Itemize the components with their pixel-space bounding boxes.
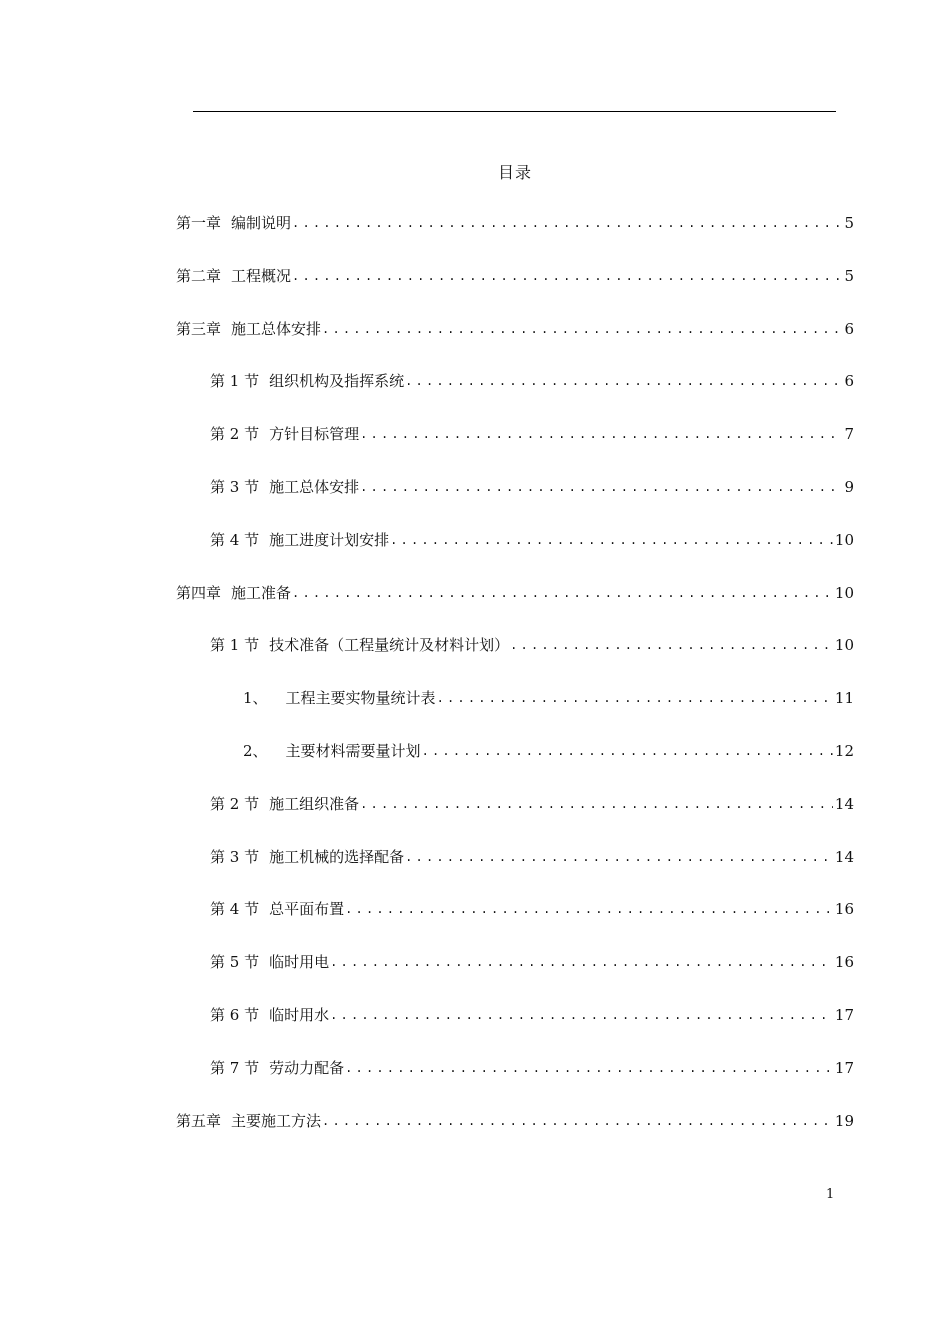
toc-entry-label: 技术准备（工程量统计及材料计划） [269, 636, 510, 655]
toc-entry-label: 工程概况 [231, 266, 292, 285]
dot-leader [390, 529, 833, 551]
toc-entry[interactable] [210, 529, 854, 551]
toc-entry[interactable] [210, 476, 854, 498]
toc-entry-number: 第 4 节 [210, 900, 260, 919]
toc-entry-number: 第 1 节 [210, 636, 260, 655]
toc-entry-page: 10 [834, 583, 854, 602]
dot-leader [330, 951, 833, 973]
toc-title: 目录 [497, 163, 532, 182]
toc-entry-number: 第五章 [176, 1111, 222, 1130]
toc-entry-number: 第二章 [176, 266, 222, 285]
toc-entry-page: 10 [834, 530, 854, 549]
toc-entry-page: 5 [844, 266, 854, 285]
toc-entry-label: 施工进度计划安排 [269, 530, 390, 549]
toc-entry-label: 劳动力配备 [269, 1058, 345, 1077]
toc-entry-page: 16 [834, 900, 854, 919]
toc-entry-number: 第 1 节 [210, 372, 260, 391]
toc-entry[interactable] [176, 265, 854, 287]
toc-entry[interactable] [210, 634, 854, 656]
dot-leader [437, 687, 833, 709]
toc-entry-page: 14 [834, 794, 854, 813]
toc-entry-label: 施工准备 [231, 583, 292, 602]
dot-leader [405, 846, 833, 868]
toc-entry-page: 12 [834, 742, 854, 760]
toc-entry[interactable] [176, 1110, 854, 1132]
toc-entry-page: 10 [834, 636, 854, 655]
toc-entry-number: 第 6 节 [210, 1006, 260, 1024]
toc-entry-label: 施工总体安排 [231, 319, 322, 338]
dot-leader [510, 634, 833, 656]
toc-entry-number: 2、 [243, 742, 268, 760]
dot-leader [360, 793, 833, 815]
dot-leader [330, 1004, 833, 1026]
toc-entry-number: 第三章 [176, 319, 222, 338]
toc-entry-page: 17 [834, 1058, 854, 1077]
toc-entry-page: 9 [844, 478, 854, 496]
toc-entry-label: 编制说明 [231, 214, 292, 232]
toc-entry[interactable] [243, 740, 854, 762]
dot-leader [360, 423, 842, 445]
toc-entry-number: 1、 [243, 689, 268, 708]
toc-entry-page: 14 [834, 847, 854, 866]
toc-entry-number: 第四章 [176, 583, 222, 602]
toc-entry[interactable] [176, 212, 854, 234]
toc-entry[interactable] [210, 1057, 854, 1079]
toc-entry-label: 组织机构及指挥系统 [269, 372, 405, 391]
toc-entry[interactable] [243, 687, 854, 709]
dot-leader [292, 265, 842, 287]
toc-entry-label: 方针目标管理 [269, 425, 360, 444]
toc-entry-number: 第 5 节 [210, 953, 260, 972]
toc-entry-label: 主要材料需要量计划 [285, 742, 421, 760]
toc-entry-page: 16 [834, 953, 854, 972]
page-number: 1 [826, 1187, 835, 1202]
toc-entry[interactable] [176, 582, 854, 604]
toc-entry-page: 7 [844, 425, 854, 444]
dot-leader [422, 740, 833, 762]
toc-entry-number: 第 4 节 [210, 530, 260, 549]
toc-entry[interactable] [210, 370, 854, 392]
toc-entry-number: 第 7 节 [210, 1058, 260, 1077]
toc-entry[interactable] [176, 318, 854, 340]
toc-entry-label: 主要施工方法 [231, 1111, 322, 1130]
toc-entry[interactable] [210, 846, 854, 868]
toc-entry-label: 临时用电 [269, 953, 330, 972]
toc-entry-number: 第 3 节 [210, 478, 260, 496]
toc-entry-page: 19 [834, 1111, 854, 1130]
toc-entry-page: 17 [834, 1006, 854, 1024]
toc-entry-page: 6 [844, 319, 854, 338]
toc-entry-number: 第一章 [176, 214, 222, 232]
toc-entry-label: 工程主要实物量统计表 [285, 689, 436, 708]
toc-entry-label: 总平面布置 [269, 900, 345, 919]
dot-leader [292, 582, 833, 604]
toc-entry[interactable] [210, 1004, 854, 1026]
toc-entry-number: 第 2 节 [210, 794, 260, 813]
toc-entry-number: 第 3 节 [210, 847, 260, 866]
toc-entry[interactable] [210, 423, 854, 445]
toc-entry-label: 临时用水 [269, 1006, 330, 1024]
dot-leader [360, 476, 842, 498]
toc-entry[interactable] [210, 898, 854, 920]
dot-leader [322, 318, 842, 340]
dot-leader [322, 1110, 833, 1132]
toc-entry[interactable] [210, 951, 854, 973]
toc-entry-label: 施工总体安排 [269, 478, 360, 496]
toc-entry-label: 施工机械的选择配备 [269, 847, 405, 866]
toc-entry[interactable] [210, 793, 854, 815]
dot-leader [345, 898, 833, 920]
toc-entry-page: 5 [844, 214, 854, 232]
toc-entry-label: 施工组织准备 [269, 794, 360, 813]
toc-entry-page: 11 [834, 689, 854, 708]
toc-entry-number: 第 2 节 [210, 425, 260, 444]
toc-entry-page: 6 [844, 372, 854, 391]
dot-leader [405, 370, 842, 392]
dot-leader [345, 1057, 833, 1079]
dot-leader [292, 212, 842, 234]
